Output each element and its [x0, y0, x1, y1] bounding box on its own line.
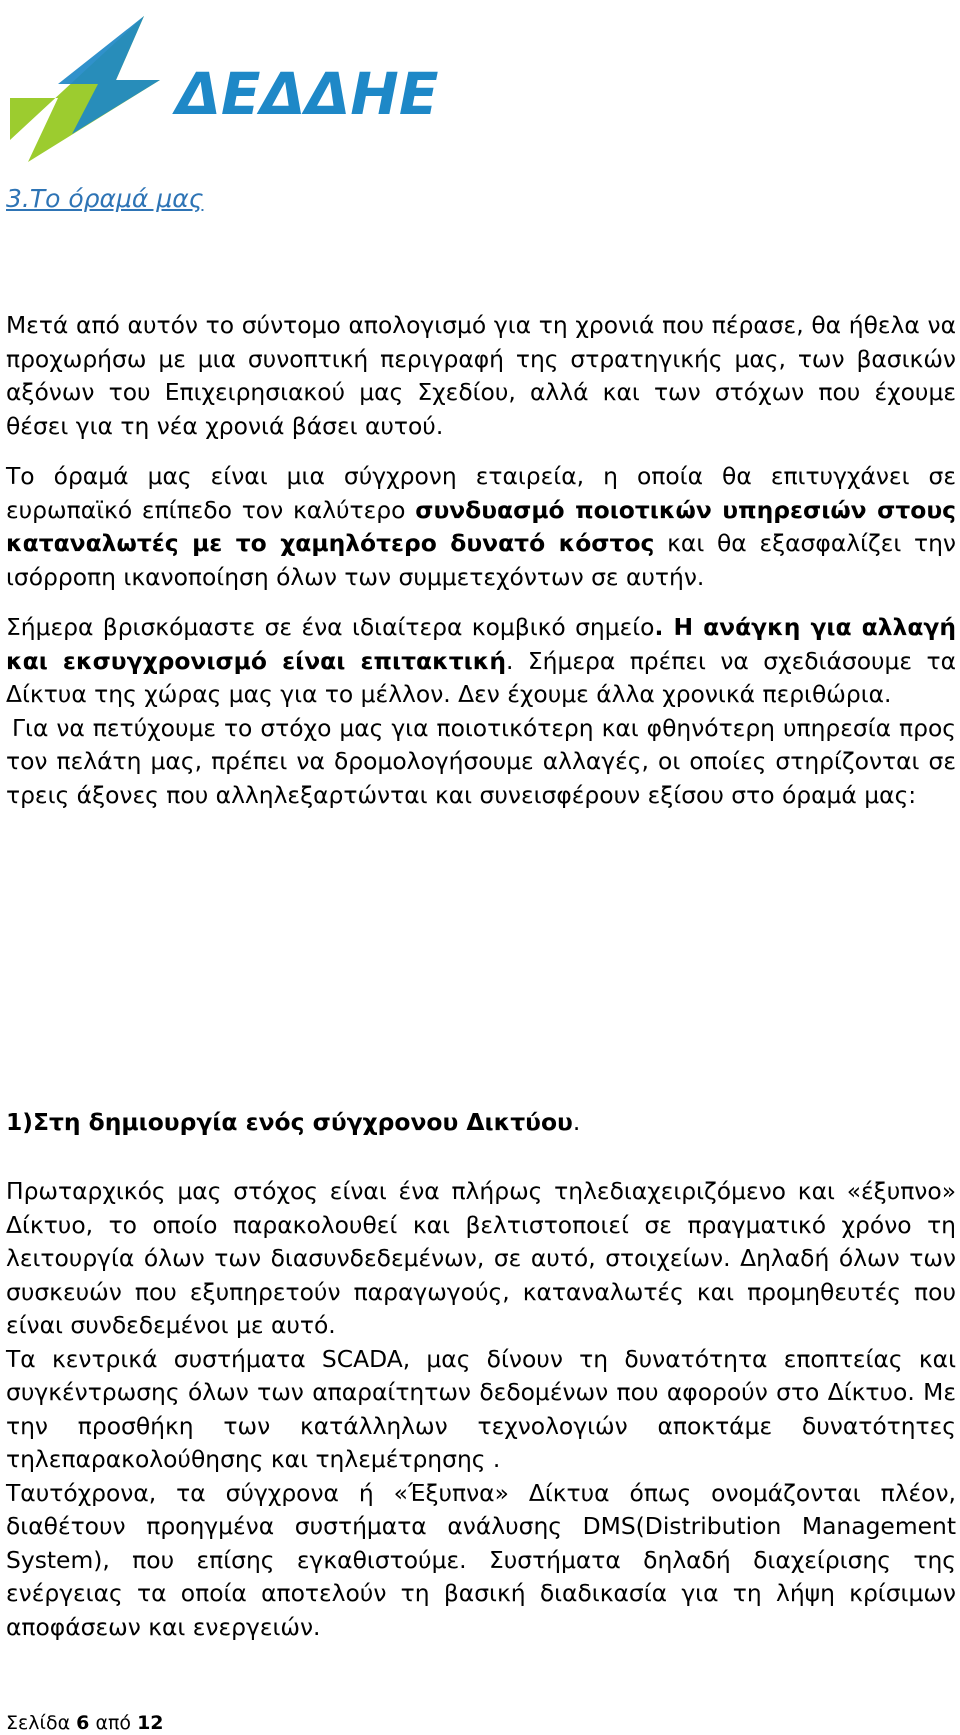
vision-bold: συνδυασμό ποιοτικών υπηρεσιών στους καταναλωτές με το χαμηλότερο δυνατό κόστος: [6, 495, 956, 557]
footer-total: 12: [137, 1712, 164, 1734]
today-text-2: . Σήμερα πρέπει να σχεδιάσουμε τα Δίκτυα της χώρας μας για το μέλλον. Δεν έχουμε άλλα χρονικά περιθώρια.: [6, 646, 957, 708]
today-paragraph: [6, 611, 956, 712]
goal-paragraph: Για να πετύχουμε το στόχο μας για ποιοτικότερη και φθηνότερη υπηρεσία προς τον πελάτη μας, πρέπει να δρομολογήσουμε αλλαγές, οι οποίες στηρίζονται σε τρεις άξονες που αλληλεξαρτώνται και συνεισφέρουν εξίσου στο όραμά μας:: [6, 713, 956, 809]
section-1-tail: .: [572, 1108, 581, 1136]
section-1-title: [6, 1108, 580, 1136]
primary-goal-paragraph: Πρωταρχικός μας στόχος είναι ένα πλήρως τηλεδιαχειριζόμενο και «έξυπνο» Δίκτυο, το οποίο παρακολουθεί και βελτιστοποιεί σε πραγματικό χρόνο τη λειτουργία όλων των διασυνδεδεμένων, σε αυτό, στοιχείων. Δηλαδή όλων των συσκευών που εξυπηρετούν παραγωγούς, καταναλωτές και προμηθευτές που είναι συνδεδεμένοι με αυτό.: [6, 1177, 956, 1339]
section-1-bold: 1)Στη δημιουργία ενός σύγχρονου Δικτύου: [6, 1108, 573, 1136]
scada-paragraph: Τα κεντρικά συστήματα SCADA, μας δίνουν τη δυνατότητα εποπτείας και συγκέντρωσης όλων των απαραίτητων δεδομένων που αφορούν στο Δίκτυο. Με την προσθήκη των κατάλληλων τεχνολογιών αποκτάμε δυνατότητες τηλεπαρακολούθησης και τηλεμέτρησης .: [6, 1344, 956, 1473]
footer-page: 6: [76, 1712, 90, 1734]
page-footer: [6, 1712, 164, 1734]
intro-paragraph: Μετά από αυτόν το σύντομο απολογισμό για τη χρονιά που πέρασε, θα ήθελα να προχωρήσω με μια συνοπτική περιγραφή της στρατηγικής μας, των βασικών αξόνων του Επιχειρησιακού μας Σχεδίου, αλλά και των στόχων που έχουμε θέσει για τη νέα χρονιά βάσει αυτού.: [6, 311, 956, 440]
today-bold: . Η ανάγκη για αλλαγή και εκσυγχρονισμό είναι επιτακτική: [6, 613, 956, 675]
footer-label: Σελίδα: [6, 1712, 71, 1734]
dms-paragraph: Ταυτόχρονα, τα σύγχρονα ή «Έξυπνα» Δίκτυα όπως ονομάζονται πλέον, διαθέτουν προηγμένα συστήματα ανάλυσης DMS(Distribution Management System), που επίσης εγκαθιστούμε. Συστήματα δηλαδή διαχείρισης της ενέργειας τα οποία αποτελούν τη βασική διαδικασία για τη λήψη κρίσιμων αποφάσεων και ενεργειών.: [6, 1478, 956, 1641]
footer-of: από: [95, 1712, 132, 1734]
vision-paragraph: [6, 460, 956, 594]
vision-text-1: Το όραμά μας είναι μια σύγχρονη εταιρεία, η οποία θα επιτυγχάνει σε ευρωπαϊκό επίπεδο τον καλύτερο: [6, 462, 956, 524]
today-text-1: Σήμερα βρισκόμαστε σε ένα ιδιαίτερα κομβικό σημείο: [6, 613, 655, 641]
company-logo: [8, 14, 439, 162]
section-1-text: [6, 1175, 956, 1644]
logo-mark: [8, 14, 439, 162]
logo-text: ΔΕΔΔΗΕ: [176, 60, 439, 128]
vision-text-2: και θα εξασφαλίζει την ισόρροπη ικανοποίηση όλων των συμμετεχόντων σε αυτήν.: [6, 529, 956, 591]
main-text: [6, 309, 956, 812]
section-heading[interactable]: 3.Το όραμά μας: [6, 184, 204, 213]
